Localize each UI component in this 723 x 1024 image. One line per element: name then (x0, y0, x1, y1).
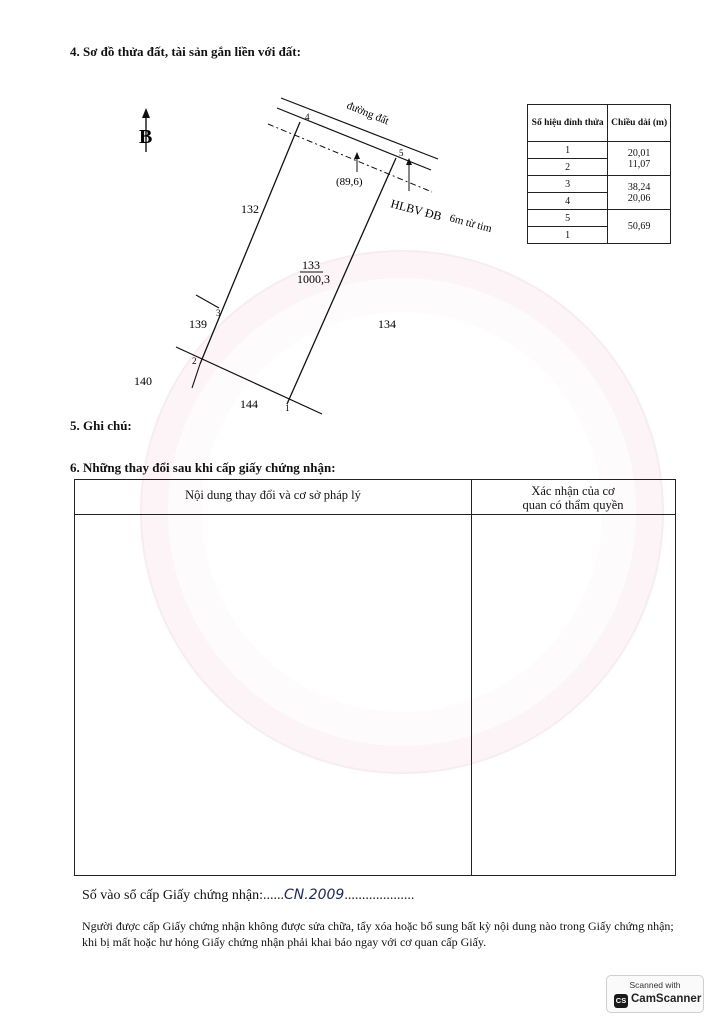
changes-confirm-header: Xác nhận của cơ quan có thẩm quyền (522, 484, 624, 512)
neighbor-140: 140 (134, 374, 152, 388)
offset-value: (89,6) (336, 176, 363, 188)
parcel-area: 1000,3 (297, 272, 330, 286)
neighbor-134: 134 (378, 317, 396, 331)
length-cell: 50,69 (608, 210, 671, 244)
header-vertex: Số hiệu đỉnh thửa (528, 105, 608, 142)
length-cell: 38,24 20,06 (608, 176, 671, 210)
changes-table (74, 479, 676, 876)
vertex-cell: 5 (528, 210, 608, 227)
registration-line: Số vào sổ cấp Giấy chứng nhận:......CN.2009.................... (82, 887, 415, 903)
parcel-edge-4-2 (200, 122, 300, 364)
vertex-label-3: 3 (216, 308, 221, 318)
vertex-cell: 4 (528, 193, 608, 210)
scanner-badge (606, 975, 704, 1013)
neighbor-line-139 (196, 295, 219, 308)
changes-content-header: Nội dung thay đổi và cơ sở pháp lý (185, 488, 361, 502)
vertex-cell: 1 (528, 227, 608, 244)
neighbor-144: 144 (240, 397, 258, 411)
section-5-title: 5. Ghi chú: (70, 418, 132, 433)
vertex-label-5: 5 (399, 148, 404, 158)
vertex-cell: 3 (528, 176, 608, 193)
section-6-title: 6. Những thay đổi sau khi cấp giấy chứng nhận: (70, 460, 336, 475)
vertex-cell: 2 (528, 159, 608, 176)
length-cell: 20,01 11,07 (608, 142, 671, 176)
vertex-label-1: 1 (285, 403, 290, 413)
registration-value: CN.2009 (284, 887, 345, 903)
road-label: đường đất (344, 99, 391, 128)
header-length: Chiều dài (m) (608, 105, 671, 142)
scanner-badge-top: Scanned with (629, 980, 681, 990)
parcel-number: 133 (302, 258, 320, 272)
protection-distance: 6m từ tim (448, 212, 494, 236)
neighbor-line-140 (192, 364, 200, 388)
neighbor-132: 132 (241, 202, 259, 216)
north-arrow-icon (139, 108, 152, 152)
protection-label: HLBV ĐB (389, 196, 444, 224)
camscanner-logo-icon: CS (614, 994, 628, 1008)
column-divider (471, 480, 472, 875)
north-symbol: B (139, 126, 153, 148)
vertex-cell: 1 (528, 142, 608, 159)
section-4-title: 4. Sơ đồ thửa đất, tài sản gắn liền với đất: (70, 44, 301, 59)
edge-length-table (527, 104, 671, 244)
vertex-label-4: 4 (305, 112, 310, 122)
vertex-label-2: 2 (192, 356, 197, 366)
neighbor-139: 139 (189, 317, 207, 331)
note-text: Người được cấp Giấy chứng nhận không được sửa chữa, tẩy xóa hoặc bổ sung bất kỳ nội dung nào trong Giấy chứng nhận; khi bị mất hoặc hư hỏng Giấy chứng nhận phải khai báo ngay với cơ quan cấp Giấy. (82, 919, 674, 949)
scanner-badge-name: CamScanner (631, 993, 702, 1005)
registration-label: Số vào sổ cấp Giấy chứng nhận: (82, 888, 263, 903)
header-divider (75, 514, 675, 515)
